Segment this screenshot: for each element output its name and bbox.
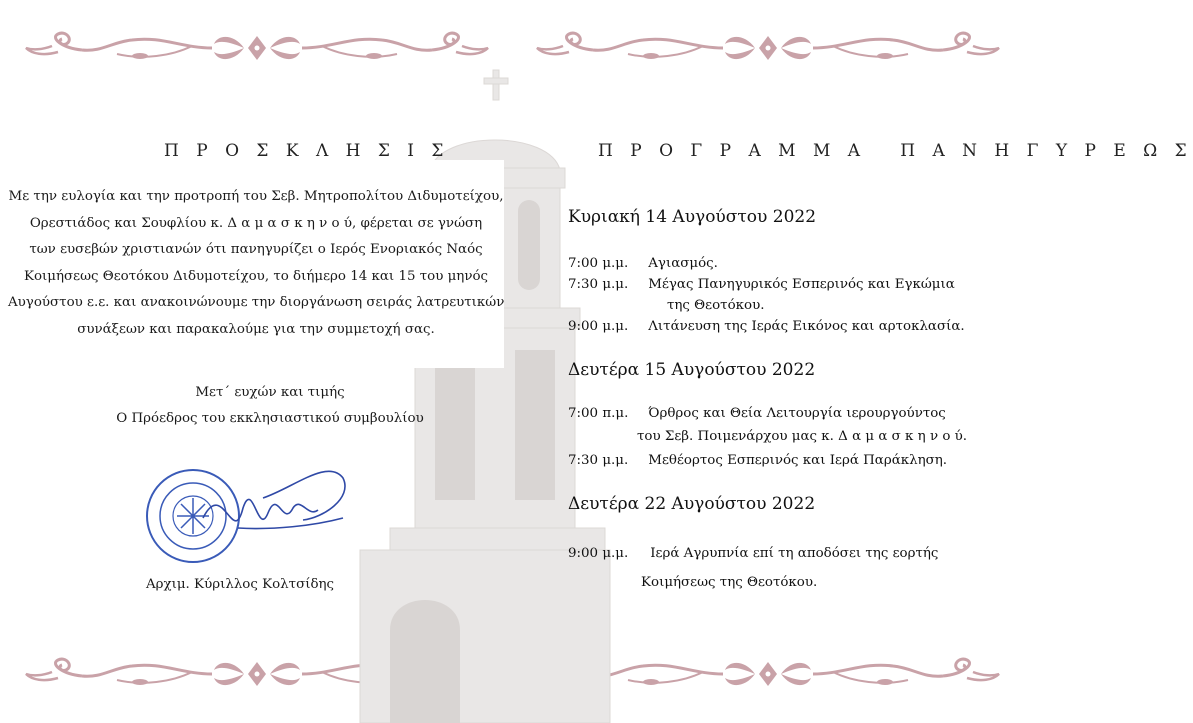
- program-title: Π Ρ Ο Γ Ρ Α Μ Μ Α Π Α Ν Η Γ Υ Ρ Ε Ω Σ: [598, 141, 1193, 161]
- event-time: 7:00 μ.μ.: [568, 256, 629, 271]
- signatory-name: Αρχιμ. Κύριλλος Κολτσίδης: [145, 577, 335, 592]
- event-row: [568, 453, 947, 468]
- event-time: 7:00 π.μ.: [568, 406, 629, 421]
- day-heading: Κυριακή 14 Αυγούστου 2022: [568, 207, 817, 227]
- paragraph-line: Κοιμήσεως Θεοτόκου Διδυμοτείχου, το διήμερο 14 και 15 του μηνός: [23, 268, 489, 284]
- event-text: Μέγας Πανηγυρικός Εσπερινός και Εγκώμια: [648, 277, 955, 292]
- event-text: Λιτάνευση της Ιεράς Εικόνος και αρτοκλασία.: [648, 319, 965, 334]
- closing-line: Μετ΄ ευχών και τιμής: [195, 385, 345, 400]
- event-row: [568, 546, 938, 561]
- event-time: 7:30 μ.μ.: [568, 453, 629, 468]
- paragraph-line: συνάξεων και παρακαλούμε για την συμμετοχή σας.: [77, 321, 435, 337]
- event-row: [568, 406, 946, 421]
- closing-greeting: [60, 380, 480, 432]
- event-continuation: Κοιμήσεως της Θεοτόκου.: [641, 575, 818, 590]
- paragraph-line: των ευσεβών χριστιανών ότι πανηγυρίζει ο Ιερός Ενοριακός Ναός: [29, 242, 483, 257]
- invitation-paragraph: [8, 184, 504, 343]
- closing-line: Ο Πρόεδρος του εκκλησιαστικού συμβουλίου: [116, 411, 424, 426]
- event-text: Όρθρος και Θεία Λειτουργία ιερουργούντος: [648, 406, 946, 421]
- event-text: Μεθέορτος Εσπερινός και Ιερά Παράκληση.: [648, 453, 948, 468]
- event-time: 7:30 μ.μ.: [568, 277, 629, 292]
- event-continuation: του Σεβ. Ποιμενάρχου μας κ. Δ α μ α σ κ η ν ο ύ.: [637, 429, 968, 444]
- event-row: [568, 256, 718, 271]
- handwritten-signature-icon: [203, 471, 345, 528]
- event-time: 9:00 μ.μ.: [568, 319, 629, 334]
- day-heading: Δευτέρα 22 Αυγούστου 2022: [568, 494, 816, 514]
- event-time: 9:00 μ.μ.: [568, 546, 629, 561]
- day-heading: Δευτέρα 15 Αυγούστου 2022: [568, 360, 816, 380]
- paragraph-line: Ορεστιάδος και Σουφλίου κ. Δ α μ α σ κ η ν ο ύ, φέρεται σε γνώση: [29, 215, 483, 231]
- event-row: [568, 277, 955, 292]
- paragraph-line: Αυγούστου ε.ε. και ανακοινώνουμε την διοργάνωση σειράς λατρευτικών: [8, 295, 505, 310]
- paragraph-line: Με την ευλογία και την προτροπή του Σεβ. Μητροπολίτου Διδυμοτείχου,: [8, 189, 504, 204]
- event-text: Αγιασμός.: [648, 256, 718, 271]
- event-continuation: της Θεοτόκου.: [667, 298, 765, 313]
- church-seal-icon: [143, 458, 353, 578]
- event-row: [568, 319, 965, 334]
- event-text: Ιερά Αγρυπνία επί τη αποδόσει της εορτής: [650, 546, 939, 561]
- invitation-title: Π Ρ Ο Σ Κ Λ Η Σ Ι Σ: [164, 141, 450, 161]
